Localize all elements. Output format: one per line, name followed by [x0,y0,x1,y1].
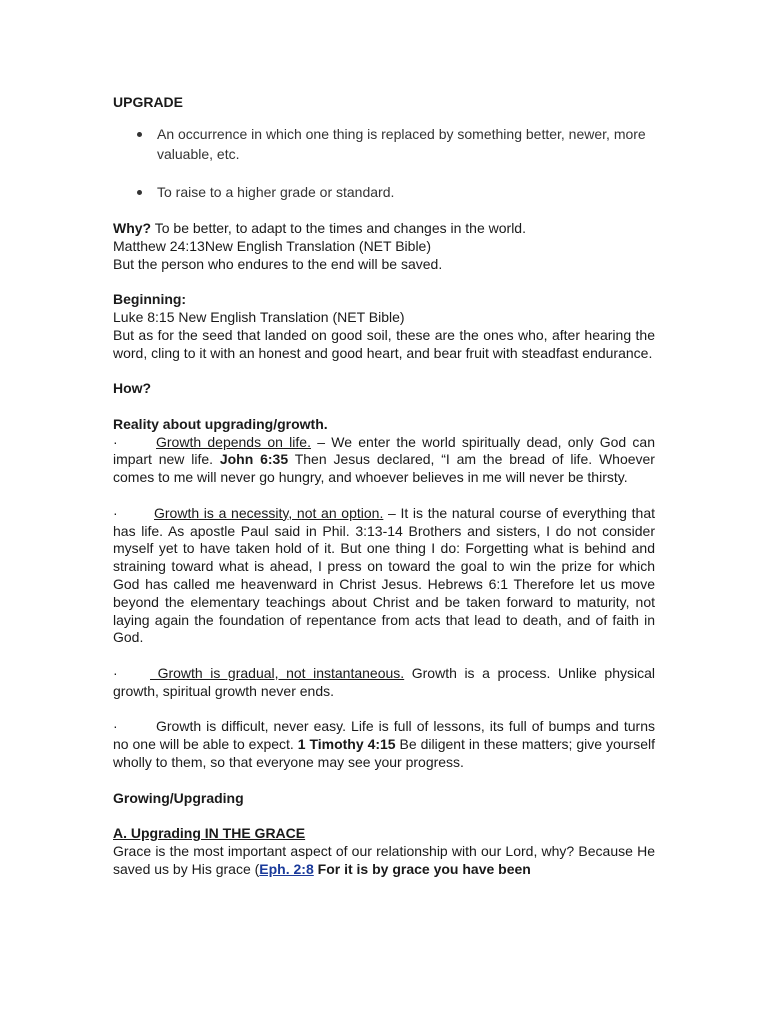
reality-point-4 [113,718,655,771]
reality-point-2 [113,505,655,647]
why-paragraph [113,220,655,238]
definition-item: To raise to a higher grade or standard. [157,182,655,202]
bullet-dot: · [113,664,118,681]
document-page [113,94,655,878]
reality-point-3 [113,665,655,701]
definition-item: An occurrence in which one thing is replaced by something better, newer, more valuable, etc. [157,124,655,164]
point-lead: Growth is a necessity, not an option. [154,504,384,521]
eph-2-8-link[interactable]: Eph. 2:8 [259,860,314,877]
beginning-verse: But as for the seed that landed on good soil, these are the ones who, after hearing the word, cling to it with an honest and good heart, and bear fruit with steadfast endurance. [113,326,655,361]
section-a-paragraph [113,843,655,879]
why-label: Why? [113,220,152,236]
why-reference: Matthew 24:13New English Translation (NET Bible) [113,237,432,254]
section-a-text: Grace is the most important aspect of our relationship with our Lord, why? Because He saved us by His grace ( [113,842,655,877]
point-text: – It is the natural course of everything that has life. As apostle Paul said in Phil. 3:13-14 Brothers and sisters, I do not consider myself yet to have taken hold of it. But one thing I do: Forgetting what is behind and straining toward what is ahead, I press on toward the goal to win the prize for which God has called me heavenward in Christ Jesus. Hebrews 6:1 Therefore let us move beyond the elementary teachings about Christ and be taken forward to maturity, not laying again the foundation of repentance from acts that lead to death, and of faith in God. [113,504,655,646]
section-a-heading: A. Upgrading IN THE GRACE [113,825,306,842]
point-lead: Growth depends on life. [156,433,311,450]
beginning-label: Beginning: [113,291,187,308]
bullet-dot: · [113,504,118,521]
reality-heading: Reality about upgrading/growth. [113,415,328,432]
point-text: Be diligent in these matters; give yourself wholly to them, so that everyone may see your progress. [113,736,655,770]
why-verse: But the person who endures to the end will be saved. [113,255,443,272]
growing-heading: Growing/Upgrading [113,789,244,806]
bullet-dot: · [113,718,118,735]
bullet-dot: · [113,433,118,450]
definition-list [113,124,655,202]
document-title: UPGRADE [113,94,184,110]
scripture-ref: 1 Timothy 4:15 [297,736,396,753]
point-text: Growth is a process. Unlike physical growth, spiritual growth never ends. [113,664,655,699]
scripture-ref: John 6:35 [219,451,289,468]
beginning-reference: Luke 8:15 New English Translation (NET Bible) [113,308,405,325]
point-lead: Growth is gradual, not instantaneous. [150,664,405,681]
how-heading: How? [113,380,152,397]
point-text: Then Jesus declared, “I am the bread of life. Whoever comes to me will never go hungry, and whoever believes in me will never be thirsty. [113,451,655,486]
point-text: Growth is difficult, never easy. Life is full of lessons, its full of bumps and turns no one will be able to expect. [113,718,655,753]
point-text: – We enter the world spiritually dead, only God can impart new life. [113,433,655,468]
reality-point-1 [113,434,655,487]
section-a-bold-text: For it is by grace you have been [313,860,531,877]
why-text: To be better, to adapt to the times and changes in the world. [151,220,526,236]
